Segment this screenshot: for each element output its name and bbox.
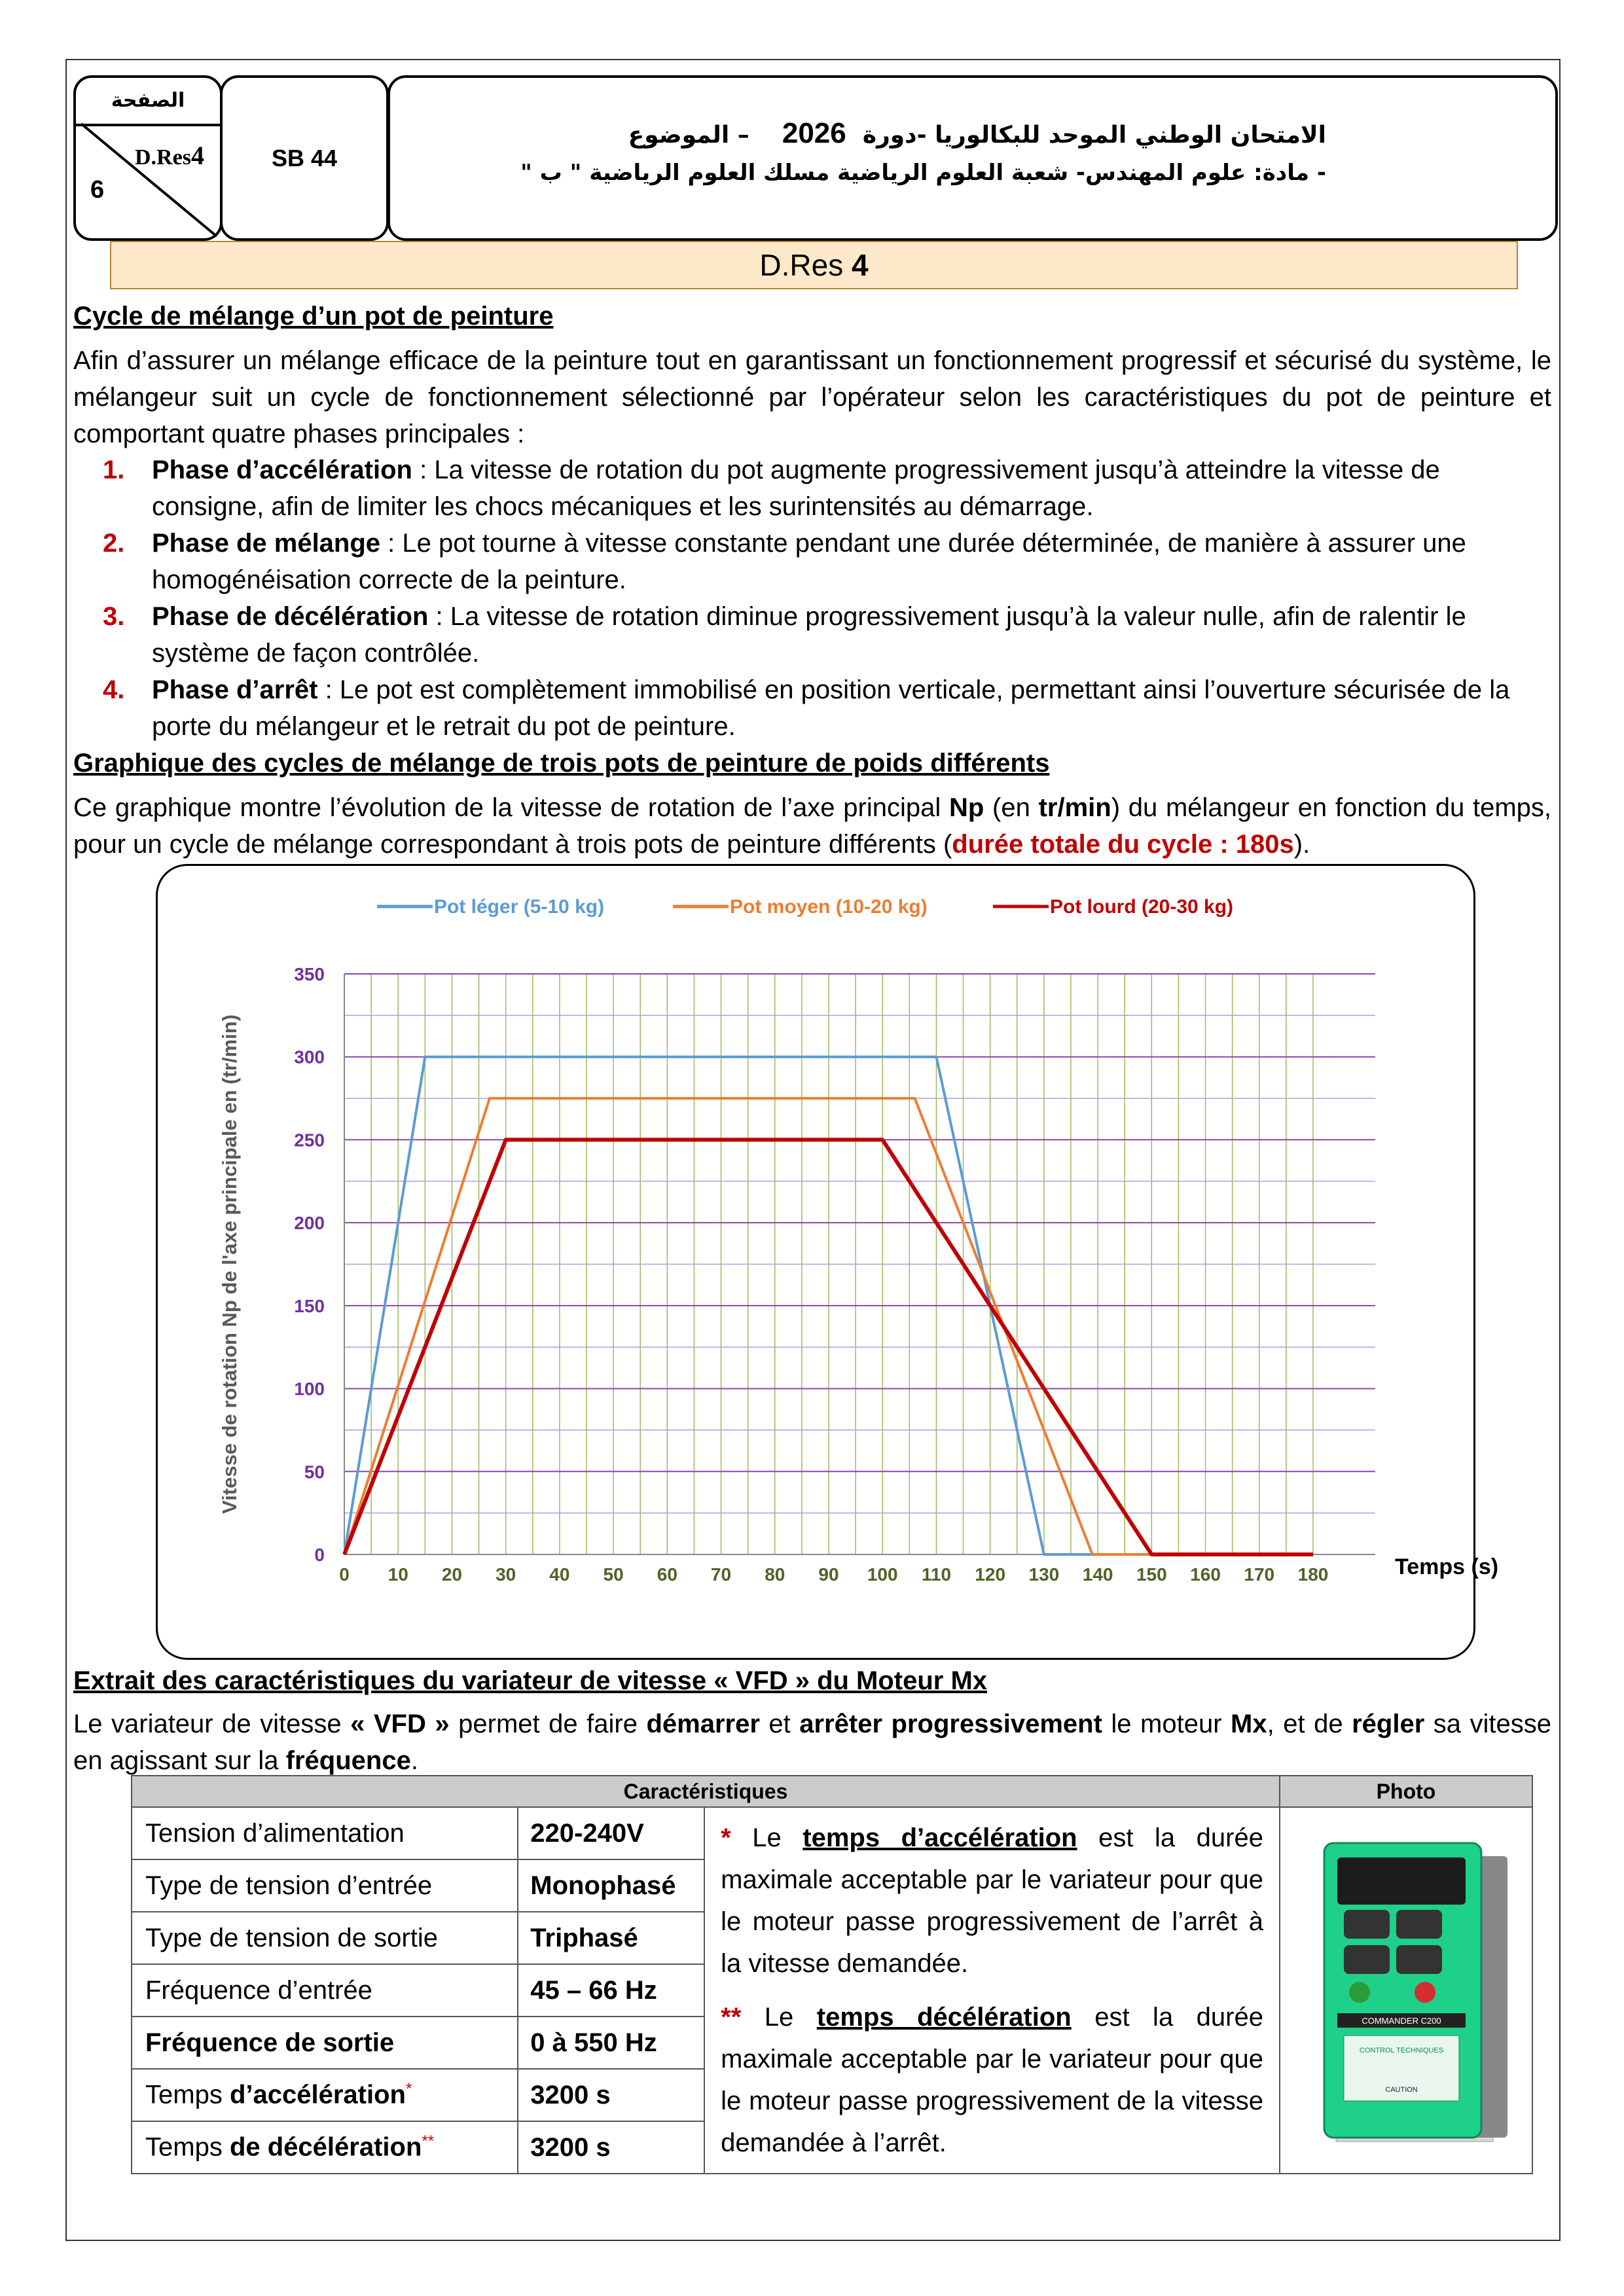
chart-container	[156, 864, 1499, 1660]
spec-label: Type de tension d’entrée	[132, 1859, 518, 1912]
row6-b: d’accélération	[229, 2080, 406, 2109]
note1-star: *	[721, 1823, 731, 1852]
vfd-photo	[1281, 1817, 1531, 2157]
y-tick-label: 200	[294, 1213, 325, 1234]
vfd-photo-cell	[1280, 1807, 1532, 2174]
phase-item	[103, 452, 1551, 525]
spec-value: Triphasé	[518, 1912, 704, 1964]
section1-heading: Cycle de mélange d’un pot de peinture	[73, 302, 554, 331]
legend-label: Pot moyen (10-20 kg)	[730, 896, 928, 918]
spec-label	[132, 2069, 518, 2121]
phase-num: 4.	[103, 675, 125, 704]
exam-title-b: – الموضوع	[628, 122, 749, 149]
x-tick-label: 70	[710, 1564, 732, 1585]
note-deceleration	[721, 1996, 1263, 2164]
phase-text: : Le pot tourne à vitesse constante pendant une durée déterminée, de manière à assurer une homogénéisation correcte de la peinture.	[152, 529, 1466, 594]
x-tick-label: 150	[1136, 1564, 1167, 1585]
s2-unit: tr/min	[1038, 793, 1111, 822]
spec-value: 45 – 66 Hz	[518, 1964, 704, 2017]
x-tick-label: 40	[549, 1564, 570, 1585]
phase-item	[103, 525, 1551, 598]
vfd-model-label: COMMANDER C200	[1362, 2016, 1441, 2026]
x-tick-label: 180	[1297, 1564, 1329, 1585]
x-tick-label: 120	[975, 1564, 1006, 1585]
x-tick-label: 30	[496, 1564, 516, 1585]
s3-i: , et de	[1267, 1710, 1352, 1738]
exam-year: 2026	[782, 117, 846, 149]
spec-label: Type de tension de sortie	[132, 1912, 518, 1964]
spec-label: Tension d’alimentation	[132, 1807, 518, 1859]
page-code	[135, 140, 204, 171]
y-tick-label: 350	[294, 964, 325, 984]
header-photo: Photo	[1280, 1776, 1532, 1807]
phase-item	[103, 672, 1551, 745]
s3-d: démarrer	[646, 1710, 760, 1738]
x-tick-label: 90	[818, 1564, 839, 1585]
note2-term: temps décélération	[816, 2003, 1072, 2032]
spec-label: Fréquence de sortie	[132, 2017, 518, 2069]
vfd-caution-label: CAUTION	[1385, 2086, 1418, 2094]
legend-label: Pot lourd (20-30 kg)	[1050, 896, 1234, 918]
section2-paragraph	[73, 789, 1551, 863]
phase-title: Phase d’arrêt	[152, 675, 318, 704]
row7-b: de décélération	[229, 2132, 422, 2162]
y-tick-label: 250	[294, 1130, 325, 1151]
table-row	[132, 1807, 1532, 1859]
exam-title-box	[388, 75, 1558, 241]
exam-title-a: الامتحان الوطني الموحد للبكالوريا -دورة	[862, 122, 1326, 149]
spec-value: 0 à 550 Hz	[518, 2017, 704, 2069]
phase-text: : La vitesse de rotation diminue progressivement jusqu’à la valeur nulle, afin de ralentir le système de façon contrôlée.	[152, 602, 1466, 668]
s3-l: fréquence	[285, 1746, 411, 1775]
page-code-prefix: D.Res	[135, 145, 191, 170]
band-prefix: D.Res	[759, 248, 844, 282]
row7-a: Temps	[145, 2132, 230, 2162]
x-tick-label: 60	[657, 1564, 677, 1585]
section1-intro: Afin d’assurer un mélange efficace de la peinture tout en garantissant un fonctionnement progressif et sécurisé du système, le mélangeur suit un cycle de fonctionnement sélectionné par l’opérateur selon les caractéristiques du pot de peinture et comportant quatre phases principales :	[73, 346, 1551, 448]
x-tick-label: 50	[603, 1564, 624, 1585]
phase-title: Phase de mélange	[152, 529, 381, 558]
page-label: الصفحة	[76, 78, 220, 126]
s2-np: Np	[948, 793, 984, 822]
x-tick-label: 100	[867, 1564, 898, 1585]
x-tick-label: 110	[921, 1564, 952, 1585]
spec-label	[132, 2121, 518, 2174]
x-tick-label: 80	[765, 1564, 785, 1585]
s3-vfd: « VFD »	[350, 1710, 450, 1738]
s3-f: arrêter progressivement	[799, 1710, 1102, 1738]
speed-chart	[158, 866, 1499, 1658]
phase-text: : La vitesse de rotation du pot augmente progressivement jusqu’à atteindre la vitesse de consigne, afin de limiter les chocs mécaniques et les surintensités au démarrage.	[152, 456, 1440, 521]
page-number-box	[73, 75, 223, 241]
exam-title-line2: - مادة: علوم المهندس- شعبة العلوم الرياضية مسلك العلوم الرياضية " ب "	[520, 160, 1326, 186]
section3-paragraph	[73, 1706, 1551, 1779]
page-code-num: 4	[190, 141, 204, 170]
y-tick-label: 100	[294, 1378, 325, 1399]
band-num: 4	[852, 248, 869, 282]
s3-a: Le variateur de vitesse	[73, 1710, 351, 1738]
s3-k: sa vitesse en agissant sur la	[73, 1710, 1552, 1775]
vfd-spec-table	[131, 1775, 1533, 2174]
row6-star: *	[405, 2080, 412, 2098]
x-tick-label: 0	[339, 1564, 350, 1585]
s3-mx: Mx	[1231, 1710, 1267, 1738]
y-tick-label: 300	[294, 1047, 325, 1067]
subject-code: SB 44	[220, 75, 389, 241]
exam-title-line1	[628, 117, 1326, 150]
y-axis-title: Vitesse de rotation Np de l'axe principale en (tr/min)	[218, 1014, 241, 1515]
s2-duration: durée totale du cycle : 180s	[952, 830, 1294, 859]
row7-star: **	[422, 2132, 435, 2151]
spec-label: Fréquence d’entrée	[132, 1964, 518, 2017]
note1-c: est la durée maximale acceptable par le variateur pour que le moteur passe progressivement de l’arrêt à la vitesse demandée.	[721, 1823, 1263, 1978]
y-tick-label: 50	[304, 1462, 325, 1482]
x-tick-label: 10	[388, 1564, 408, 1585]
s2-text-a: Ce graphique montre l’évolution de la vitesse de rotation de l’axe principal	[73, 793, 949, 822]
y-tick-label: 150	[294, 1295, 325, 1316]
s2-text-c: (en	[984, 793, 1039, 822]
section3-heading: Extrait des caractéristiques du variateur de vitesse « VFD » du Moteur Mx	[73, 1666, 988, 1695]
phase-text: : Le pot est complètement immobilisé en position verticale, permettant ainsi l’ouverture sécurisée de la porte du mélangeur et le retrait du pot de peinture.	[152, 675, 1510, 741]
note1-a: Le	[731, 1823, 803, 1852]
row6-a: Temps	[145, 2080, 230, 2109]
s3-g: le moteur	[1102, 1710, 1231, 1738]
x-tick-label: 140	[1082, 1564, 1113, 1585]
s3-j: régler	[1352, 1710, 1425, 1738]
phase-title: Phase de décélération	[152, 602, 429, 631]
spec-value: 3200 s	[518, 2069, 704, 2121]
phase-num: 1.	[103, 456, 125, 484]
phase-num: 3.	[103, 602, 125, 631]
x-tick-label: 170	[1244, 1564, 1275, 1585]
spec-value: 3200 s	[518, 2121, 704, 2174]
s3-m: .	[410, 1746, 418, 1775]
spec-value: 220-240V	[518, 1807, 704, 1859]
x-tick-label: 160	[1190, 1564, 1221, 1585]
header-characteristics: Caractéristiques	[132, 1776, 1280, 1807]
s3-c: permet de faire	[449, 1710, 647, 1738]
section2-heading: Graphique des cycles de mélange de trois pots de peinture de poids différents	[73, 749, 1050, 778]
x-tick-label: 20	[441, 1564, 463, 1585]
note2-star: **	[721, 2003, 742, 2032]
spec-value: Monophasé	[518, 1859, 704, 1912]
s3-e: et	[759, 1710, 800, 1738]
section-band	[110, 241, 1518, 289]
note2-a: Le	[741, 2003, 817, 2032]
note2-c: est la durée maximale acceptable par le variateur pour que le moteur passe progressivement de la vitesse demandée à l’arrêt.	[721, 2003, 1263, 2157]
x-axis-title: Temps (s)	[1395, 1554, 1499, 1579]
vfd-brand-label: CONTROL TECHNIQUES	[1359, 2047, 1444, 2054]
s2-text-g: ).	[1293, 830, 1310, 859]
y-tick-label: 0	[314, 1545, 325, 1565]
phase-title: Phase d’accélération	[152, 456, 412, 484]
note1-term: temps d’accélération	[803, 1823, 1077, 1852]
phase-item	[103, 598, 1551, 672]
page-total: 6	[90, 176, 105, 204]
s2-text-e: ) du mélangeur en fonction du temps, pour un cycle de mélange correspondant à trois pots de peinture différents (	[73, 793, 1551, 859]
note-acceleration	[721, 1817, 1263, 1984]
spec-notes	[704, 1807, 1280, 2174]
legend-label: Pot léger (5-10 kg)	[434, 896, 605, 918]
phase-num: 2.	[103, 529, 125, 558]
x-tick-label: 130	[1028, 1564, 1060, 1585]
